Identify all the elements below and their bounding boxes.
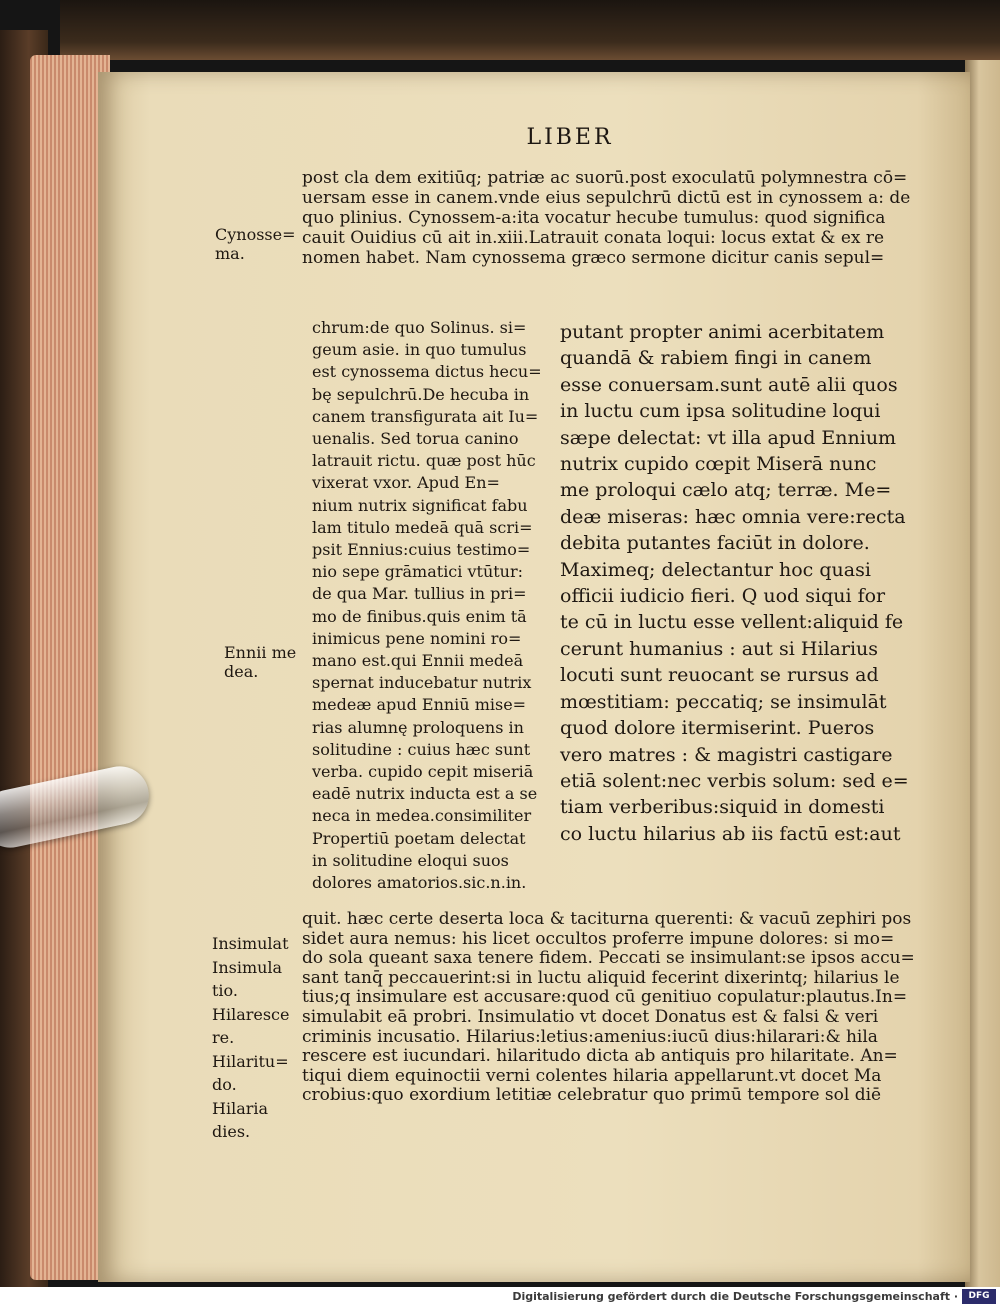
text-line: do sola queant saxa tenere fidem. Peccati se insimulant:se ipsos accu= xyxy=(302,948,915,969)
text-line: me proloqui cælo atq; terræ. Me= xyxy=(560,479,892,502)
text-line: simulabit eā probri. Insimulatio vt docet Donatus est & falsi & veri xyxy=(302,1006,879,1027)
text-line: mo de finibus.quis enim tā xyxy=(312,606,527,626)
text-line: vixerat vxor. Apud En= xyxy=(312,473,500,493)
text-line: esse conuersam.sunt autē alii quos xyxy=(560,373,898,396)
text-line: putant propter animi acerbitatem xyxy=(560,321,885,343)
margin-note-insimulat: Insimulat Insimula tio. Hilaresce re. Hilaritu= do. Hilaria dies. xyxy=(212,934,290,1141)
text-line: quod dolore itermiserint. Pueros xyxy=(560,717,875,740)
footer-bar xyxy=(0,1287,1000,1307)
text-line: sidet aura nemus: his licet occultos proferre impune dolores: si mo= xyxy=(302,928,895,949)
text-line: cauit Ouidius cū ait in.xiii.Latrauit conata loqui: locus extat & ex re xyxy=(302,228,885,248)
text-line: geum asie. in quo tumulus xyxy=(312,340,527,360)
text-line: mœstitiam: peccatiq; se insimulāt xyxy=(560,690,887,713)
text-line: post cla dem exitiūq; patriæ ac suorū.post exoculatū polymnestra cō= xyxy=(302,168,908,188)
text-line: bę sepulchrū.De hecuba in xyxy=(312,384,530,404)
text-line: psit Ennius:cuius testimo= xyxy=(312,540,531,560)
text-line: in luctu cum ipsa solitudine loqui xyxy=(560,400,881,423)
right-column xyxy=(560,319,909,847)
text-line: eadē nutrix inducta est a se xyxy=(312,784,538,804)
text-line: nio sepe grāmatici vtūtur: xyxy=(312,562,524,582)
text-line: in solitudine eloqui suos xyxy=(312,850,509,870)
text-line: etiā solent:nec verbis solum: sed e= xyxy=(560,769,909,792)
text-line: mano est.qui Ennii medeā xyxy=(312,651,524,671)
facing-page-edge xyxy=(965,60,1000,1287)
text-line: locuti sunt reuocant se rursus ad xyxy=(560,664,879,687)
text-line: vero matres : & magistri castigare xyxy=(560,743,893,766)
text-line: sæpe delectat: vt illa apud Ennium xyxy=(560,426,897,449)
text-line: chrum:de quo Solinus. si= xyxy=(312,318,527,337)
text-line: rescere est iucundari. hilaritudo dicta ab antiquis pro hilaritate. An= xyxy=(302,1046,898,1067)
book-top-edge xyxy=(60,0,1000,60)
text-line: tiqui diem equinoctii verni colentes hilaria appellarunt.vt docet Ma xyxy=(302,1065,882,1086)
text-line: quit. hæc certe deserta loca & taciturna querenti: & vacuū zephiri pos xyxy=(302,909,912,929)
text-line: te cū in luctu esse vellent:aliquid fe xyxy=(560,611,904,634)
text-line: canem transfigurata ait Iu= xyxy=(312,406,539,426)
top-text-block xyxy=(302,168,912,268)
text-line: deæ miseras: hæc omnia vere:recta xyxy=(560,505,906,528)
text-line: nutrix cupido cœpit Miserā nunc xyxy=(560,453,877,476)
text-line: tius;q insimulare est accusare:quod cū genitiuo copulatur:plautus.In= xyxy=(302,987,908,1008)
text-line: spernat inducebatur nutrix xyxy=(312,673,532,693)
text-line: latrauit rictu. quæ post hūc xyxy=(312,451,536,471)
text-line: co luctu hilarius ab iis factū est:aut xyxy=(560,822,901,845)
text-line: medeæ apud Enniū mise= xyxy=(312,695,527,715)
text-line: tiam verberibus:siquid in domesti xyxy=(560,796,885,819)
margin-note-cynossema: Cynosse= ma. xyxy=(215,225,296,263)
text-line: est cynossema dictus hecu= xyxy=(312,362,542,382)
text-line: verba. cupido cepit miseriā xyxy=(312,762,534,782)
text-line: sant tanq̄ peccauerint:si in luctu aliquid fecerint dixerintq; hilarius le xyxy=(302,967,900,988)
text-line: inimicus pene nomini ro= xyxy=(312,628,522,648)
text-line: uersam esse in canem.vnde eius sepulchrū dictū est in cynossem a: de xyxy=(302,188,911,208)
text-line: dolores amatorios.sic.n.in. xyxy=(312,873,527,893)
bottom-text-block xyxy=(302,909,915,1106)
text-line: lam titulo medeā quā scri= xyxy=(312,517,533,537)
text-line: Maximeq; delectantur hoc quasi xyxy=(560,558,871,581)
text-line: uenalis. Sed torua canino xyxy=(312,429,519,449)
text-line: rias alumnę proloquens in xyxy=(312,717,524,737)
footer-credit: Digitalisierung gefördert durch die Deutsche Forschungsgemeinschaft · xyxy=(512,1290,958,1303)
text-line: solitudine : cuius hæc sunt xyxy=(312,739,531,759)
left-column xyxy=(312,317,548,894)
text-line: officii iudicio fieri. Q uod siqui for xyxy=(560,585,886,608)
text-line: Propertiū poetam delectat xyxy=(312,828,526,848)
text-line: crobius:quo exordium letitiæ celebratur quo primū tempore sol diē xyxy=(302,1085,882,1106)
text-line: quandā & rabiem fingi in canem xyxy=(560,347,872,370)
text-line: de qua Mar. tullius in pri= xyxy=(312,584,527,604)
text-line: nium nutrix significat fabu xyxy=(312,495,528,515)
text-line: quo plinius. Cynossem-a:ita vocatur hecube tumulus: quod significa xyxy=(302,208,886,228)
text-line: neca in medea.consimiliter xyxy=(312,806,532,826)
dfg-logo: DFG xyxy=(962,1289,996,1304)
text-line: criminis incusatio. Hilarius:letius:amenius:iucū dius:hilarari:& hila xyxy=(302,1026,878,1047)
page-header: LIBER xyxy=(526,125,614,150)
text-line: cerunt humanius : aut si Hilarius xyxy=(560,637,879,660)
text-line: debita putantes faciūt in dolore. xyxy=(560,532,870,555)
margin-note-ennii: Ennii me dea. xyxy=(224,643,297,681)
text-line: nomen habet. Nam cynossema græco sermone dicitur canis sepul= xyxy=(302,248,885,268)
